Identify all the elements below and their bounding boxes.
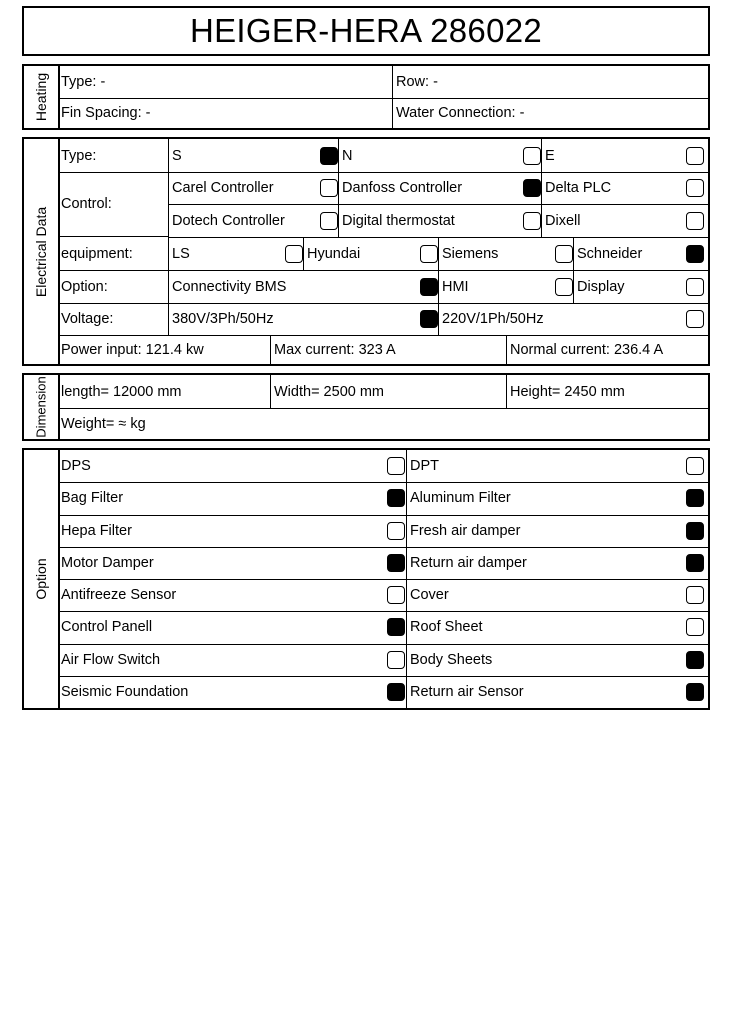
electrical-option-label: Option: [61,278,108,295]
control-dixell[interactable]: Dixell [541,204,708,237]
option-item[interactable]: Cover [406,579,708,611]
checkbox-icon[interactable] [686,245,704,263]
heating-row: Row: - [392,66,708,98]
control-row-2 [168,204,708,238]
option-item[interactable]: Hepa Filter [58,515,409,547]
option-item[interactable]: Aluminum Filter [406,482,708,514]
control-dotech[interactable]: Dotech Controller [168,204,342,237]
heating-type: Type: - [61,74,106,90]
dimension-height: Height= 2450 mm [506,375,708,408]
checkbox-icon[interactable] [686,683,704,701]
power-input: Power input: 121.4 kw [61,341,204,358]
type-option-s[interactable]: S [168,139,342,172]
electrical-side-label: Electrical Data [24,139,60,364]
option-row [58,450,708,483]
heating-section [22,64,710,130]
option-item[interactable]: DPT [406,450,708,482]
checkbox-icon[interactable] [686,554,704,572]
option-item[interactable]: DPS [58,450,409,482]
electrical-type-label: Type: [61,147,97,164]
dimension-weight: Weight= ≈ kg [61,415,146,432]
voltage-label: Voltage: [61,311,114,327]
checkbox-icon[interactable] [686,522,704,540]
power-row [58,335,708,364]
checkbox-icon[interactable] [285,245,303,263]
option-section [22,448,710,710]
type-option-n[interactable]: N [338,139,545,172]
option-row [58,644,708,677]
control-label-cell: Control: [58,172,168,237]
voltage-220v[interactable]: 220V/1Ph/50Hz [438,303,708,335]
control-delta[interactable]: Delta PLC [541,172,708,204]
checkbox-icon[interactable] [420,278,438,296]
control-danfoss[interactable]: Danfoss Controller [338,172,545,204]
checkbox-icon[interactable] [555,278,573,296]
checkbox-icon[interactable] [387,651,405,669]
checkbox-icon[interactable] [387,586,405,604]
option-grid [58,450,708,708]
checkbox-icon[interactable] [387,457,405,475]
option-connectivity-bms[interactable]: Connectivity BMS [168,270,442,303]
electrical-type-row [58,139,708,173]
control-digital-thermostat[interactable]: Digital thermostat [338,204,545,237]
option-item[interactable]: Antifreeze Sensor [58,579,409,611]
option-item[interactable]: Return air damper [406,547,708,579]
checkbox-icon[interactable] [420,245,438,263]
checkbox-icon[interactable] [320,147,338,165]
equipment-label: equipment: [61,245,133,262]
checkbox-icon[interactable] [686,179,704,197]
checkbox-icon[interactable] [686,489,704,507]
type-option-e[interactable]: E [541,139,708,172]
option-row [58,515,708,548]
option-item[interactable]: Bag Filter [58,482,409,514]
heating-row-1 [58,66,708,99]
checkbox-icon[interactable] [387,554,405,572]
checkbox-icon[interactable] [320,179,338,197]
checkbox-icon[interactable] [387,522,405,540]
page-title-text: HEIGER-HERA 286022 [189,12,543,49]
option-item[interactable]: Air Flow Switch [58,644,409,676]
checkbox-icon[interactable] [523,212,541,230]
checkbox-icon[interactable] [686,310,704,328]
option-item[interactable]: Control Panell [58,611,409,643]
dimension-side-label: Dimension [24,375,60,439]
voltage-row [58,303,708,336]
heating-row-2 [58,98,708,128]
electrical-section [22,137,710,366]
checkbox-icon[interactable] [320,212,338,230]
checkbox-icon[interactable] [686,586,704,604]
equipment-ls[interactable]: LS [168,237,307,270]
dimension-row-2 [58,408,708,439]
dimension-length: length= 12000 mm [61,383,182,400]
option-item[interactable]: Body Sheets [406,644,708,676]
option-item[interactable]: Return air Sensor [406,676,708,708]
dimension-section [22,373,710,441]
control-carel[interactable]: Carel Controller [168,172,342,204]
equipment-row [58,237,708,271]
checkbox-icon[interactable] [523,147,541,165]
option-row [58,676,708,708]
heating-fin-spacing: Fin Spacing: - [61,105,151,121]
option-hmi[interactable]: HMI [438,270,577,303]
checkbox-icon[interactable] [523,179,541,197]
option-row [58,482,708,515]
option-row [58,611,708,644]
checkbox-icon[interactable] [387,683,405,701]
page-title [22,6,710,56]
normal-current: Normal current: 236.4 A [506,335,708,364]
checkbox-icon[interactable] [686,278,704,296]
option-row [58,579,708,612]
dimension-width: Width= 2500 mm [270,375,510,408]
checkbox-icon[interactable] [686,457,704,475]
voltage-380v[interactable]: 380V/3Ph/50Hz [168,303,442,335]
max-current: Max current: 323 A [270,335,510,364]
checkbox-icon[interactable] [686,147,704,165]
checkbox-icon[interactable] [555,245,573,263]
checkbox-icon[interactable] [387,489,405,507]
option-item[interactable]: Roof Sheet [406,611,708,643]
equipment-hyundai[interactable]: Hyundai [303,237,442,270]
option-row [58,547,708,580]
electrical-option-row [58,270,708,304]
heating-side-label: Heating [24,66,60,128]
option-item[interactable]: Fresh air damper [406,515,708,547]
heating-water-connection: Water Connection: - [392,98,708,128]
option-item[interactable]: Seismic Foundation [58,676,409,708]
checkbox-icon[interactable] [686,651,704,669]
option-side-label: Option [24,450,60,708]
equipment-schneider[interactable]: Schneider [573,237,708,270]
control-row-1 [168,172,708,205]
checkbox-icon[interactable] [387,618,405,636]
checkbox-icon[interactable] [686,618,704,636]
checkbox-icon[interactable] [686,212,704,230]
option-display[interactable]: Display [573,270,708,303]
dimension-row-1 [58,375,708,409]
option-item[interactable]: Motor Damper [58,547,409,579]
equipment-siemens[interactable]: Siemens [438,237,577,270]
checkbox-icon[interactable] [420,310,438,328]
